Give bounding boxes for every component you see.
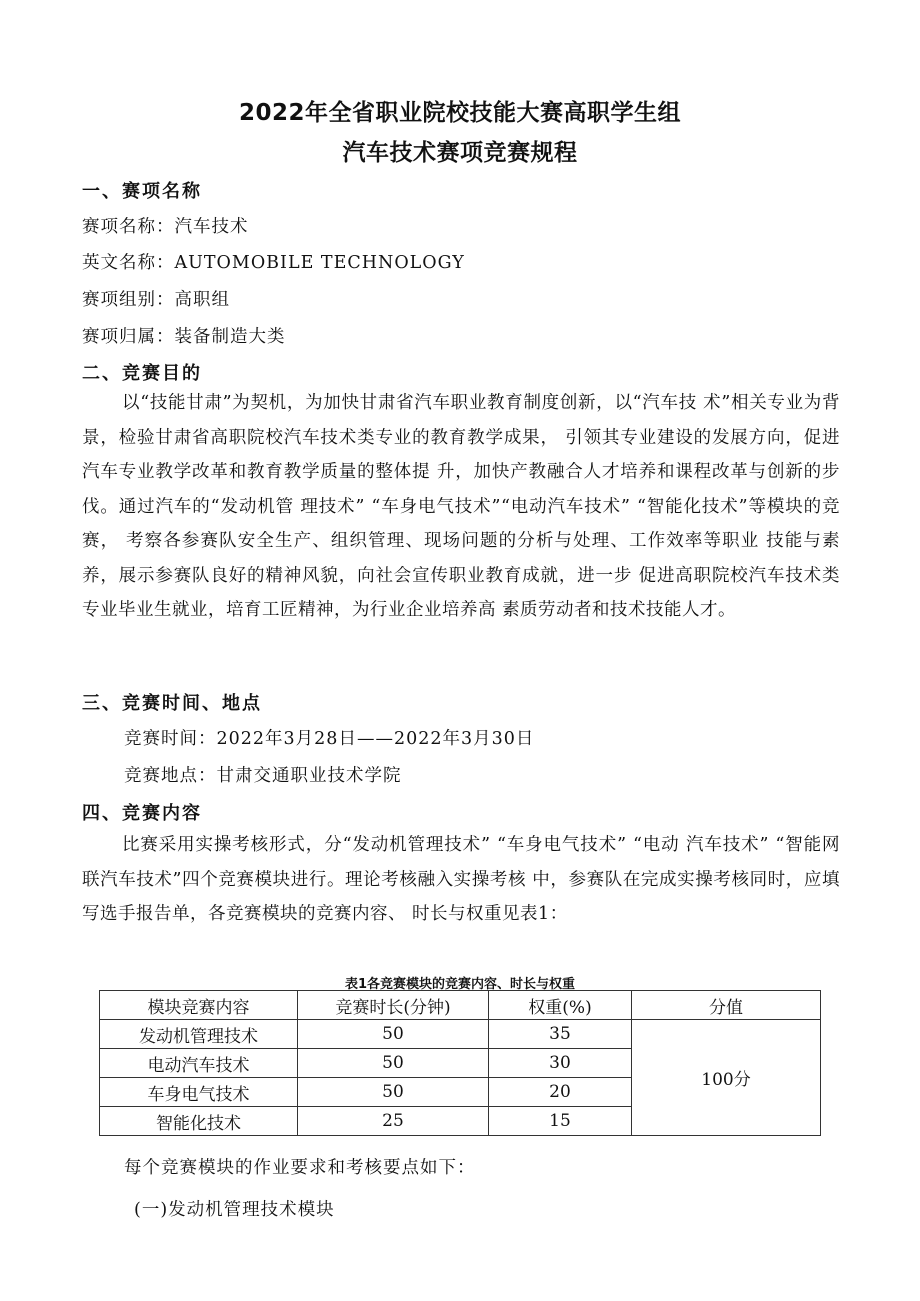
table-header-row bbox=[100, 991, 821, 1020]
section-4-heading: 四、竞赛内容 bbox=[82, 803, 202, 824]
cell-score: 100分 bbox=[632, 1020, 821, 1136]
module-table bbox=[99, 990, 821, 1136]
section-3-heading: 三、竞赛时间、地点 bbox=[82, 693, 262, 714]
header-score: 分值 bbox=[632, 991, 821, 1020]
cell-weight: 35 bbox=[489, 1020, 632, 1049]
cell-module: 发动机管理技术 bbox=[100, 1020, 298, 1049]
cell-minutes: 25 bbox=[298, 1107, 489, 1136]
cell-weight: 15 bbox=[489, 1107, 632, 1136]
section-4-body: 比赛采用实操考核形式，分“发动机管理技术” “车身电气技术” “电动 汽车技术” “智能网联汽车技术”四个竞赛模块进行。理论考核融入实操考核 中，参赛队在完成实操考核同时，应填写选手报告单，各竞赛模块的竞赛内容、 时长与权重见表1： bbox=[82, 835, 840, 924]
document-title-line-1: 2022年全省职业院校技能大赛高职学生组 bbox=[238, 100, 681, 126]
header-minutes: 竞赛时长(分钟) bbox=[298, 991, 489, 1020]
table-caption: 表1各竞赛模块的竞赛内容、时长与权重 bbox=[344, 977, 576, 992]
section-2-heading: 二、竞赛目的 bbox=[82, 363, 202, 384]
table-row bbox=[100, 1020, 821, 1049]
cell-weight: 20 bbox=[489, 1078, 632, 1107]
header-module: 模块竞赛内容 bbox=[100, 991, 298, 1020]
english-name: 英文名称：AUTOMOBILE TECHNOLOGY bbox=[82, 253, 465, 273]
section-2-body: 以“技能甘肃”为契机，为加快甘肃省汽车职业教育制度创新，以“汽车技 术”相关专业为背景，检验甘肃省高职院校汽车技术类专业的教育教学成果， 引领其专业建设的发展方向，促进汽车专业教学改革和教育教学质量的整体提 升，加快产教融合人才培养和课程改革与创新的步伐。通过汽车的“发动机管 理技术” “车身电气技术”“电动汽车技术” “智能化技术”等模块的竞赛， 考察各参赛队安全生产、组织管理、现场问题的分析与处理、工作效率等职业 技能与素养，展示参赛队良好的精神风貌，向社会宣传职业教育成就，进一步 促进高职院校汽车技术类专业毕业生就业，培育工匠精神，为行业企业培养高 素质劳动者和技术技能人才。 bbox=[82, 393, 840, 620]
after-table-text: 每个竞赛模块的作业要求和考核要点如下： bbox=[124, 1158, 476, 1178]
cell-module: 智能化技术 bbox=[100, 1107, 298, 1136]
cell-minutes: 50 bbox=[298, 1020, 489, 1049]
event-category: 赛项归属：装备制造大类 bbox=[82, 327, 286, 347]
event-group: 赛项组别：高职组 bbox=[82, 290, 230, 310]
header-weight: 权重(%) bbox=[489, 991, 632, 1020]
competition-place: 竞赛地点：甘肃交通职业技术学院 bbox=[124, 766, 402, 786]
document-title-line-2: 汽车技术赛项竞赛规程 bbox=[342, 140, 578, 166]
competition-time: 竞赛时间：2022年3月28日——2022年3月30日 bbox=[124, 729, 535, 749]
cell-module: 车身电气技术 bbox=[100, 1078, 298, 1107]
cell-minutes: 50 bbox=[298, 1049, 489, 1078]
cell-minutes: 50 bbox=[298, 1078, 489, 1107]
event-name: 赛项名称：汽车技术 bbox=[82, 217, 249, 237]
section-1-heading: 一、赛项名称 bbox=[82, 181, 202, 202]
cell-weight: 30 bbox=[489, 1049, 632, 1078]
subsection-1-heading: (一)发动机管理技术模块 bbox=[134, 1200, 335, 1220]
cell-module: 电动汽车技术 bbox=[100, 1049, 298, 1078]
